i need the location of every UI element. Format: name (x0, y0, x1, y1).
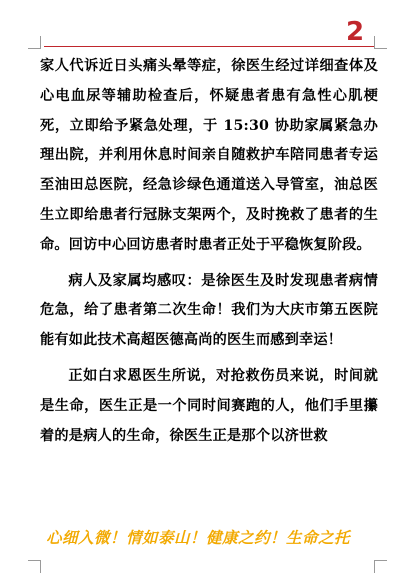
crop-mark-bottom-left (28, 560, 41, 573)
paragraph-1: 家人代诉近日头痛头晕等症，徐医生经过详细查体及心电血尿等辅助检查后，怀疑患者患有急性心肌梗死，立即给予紧急处理，于 15:30 协助家属紧急办理出院，并利用休息时间亲自随救护车陪同患者专运至油田总医院，经急诊绿色通道送入导管室，油总医生立即给患者行冠脉支架两个，及时挽救了患者的生命。回访中心回访患者时患者正处于平稳恢复阶段。 (40, 58, 378, 253)
crop-mark-bottom-right (374, 560, 387, 573)
crop-mark-top-left (28, 36, 41, 49)
footer-slogan: 心细入微！情如泰山！健康之约！生命之托 (46, 529, 351, 547)
document-body (40, 52, 378, 451)
paragraph-3: 正如白求恩医生所说，对抢救伤员来说，时间就是生命，医生正是一个同时间赛跑的人，他们手里攥着的是病人的生命，徐医生正是那个以济世救 (40, 367, 378, 444)
crop-mark-top-right (374, 36, 387, 49)
header-rule (44, 46, 374, 47)
paragraph-2: 病人及家属均感叹：是徐医生及时发现患者病情危急，给了患者第二次生命！我们为大庆市第五医院能有如此技术高超医德高尚的医生而感到幸运！ (40, 272, 378, 349)
page-number: 2 (346, 17, 365, 47)
